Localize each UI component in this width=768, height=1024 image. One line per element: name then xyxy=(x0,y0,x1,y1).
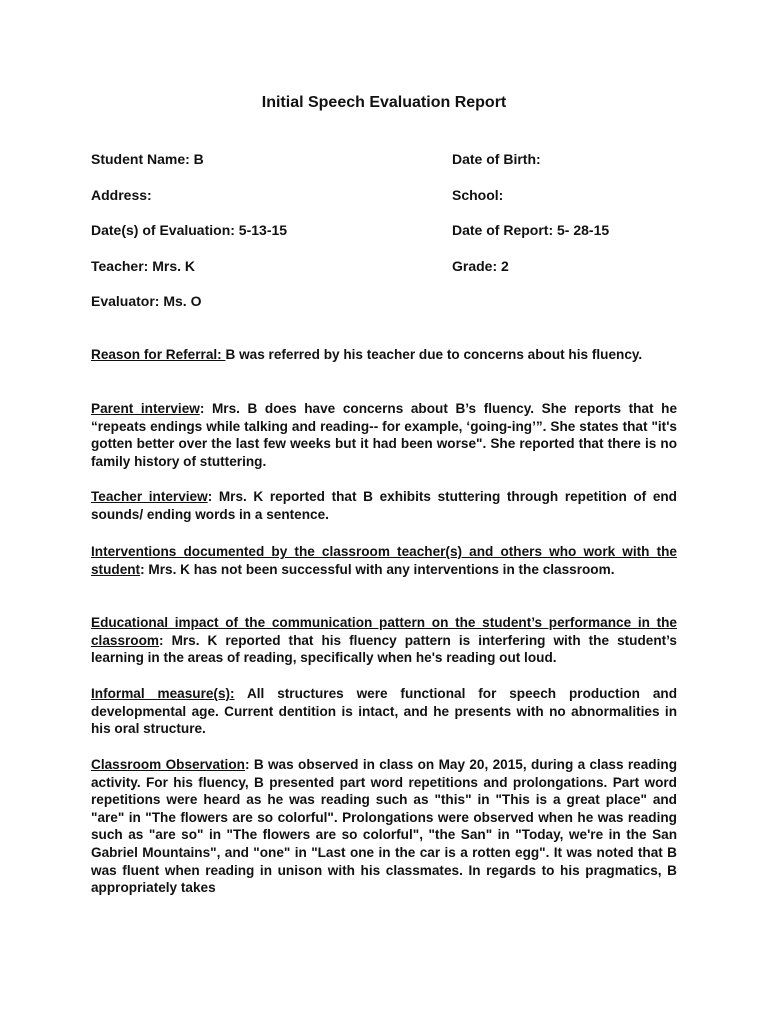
parent-interview-heading: Parent interview xyxy=(91,401,200,416)
teacher-interview-paragraph xyxy=(91,488,677,523)
reason-for-referral-text: B was referred by his teacher due to concerns about his fluency. xyxy=(225,347,643,362)
interventions-text: : Mrs. K has not been successful with any interventions in the classroom. xyxy=(140,561,615,577)
reason-for-referral-paragraph xyxy=(91,346,677,364)
grade-field: Grade: 2 xyxy=(452,258,509,274)
informal-measures-paragraph xyxy=(91,685,677,738)
address-field: Address: xyxy=(91,187,152,203)
page-title: Initial Speech Evaluation Report xyxy=(261,94,507,111)
parent-interview-paragraph xyxy=(91,400,677,470)
school-field: School: xyxy=(452,187,504,203)
evaluator-field: Evaluator: Ms. O xyxy=(91,293,202,309)
parent-interview-text: : Mrs. B does have concerns about B’s fluency. She reports that he “repeats endings while talking and reading-- for example, ‘going-ing’”. She states that "it's gotten better over the last few weeks but it had been worse". She reported that there is no family history of stuttering. xyxy=(91,401,678,469)
informal-measures-text: All structures were functional for speech production and developmental age. Current dentition is intact, and he presents with no abnormalities in his oral structure. xyxy=(91,686,677,737)
educational-impact-heading: Educational impact of the communication pattern on the student’s performance in the classroom xyxy=(91,615,677,648)
student-name-field: Student Name: B xyxy=(91,151,204,167)
classroom-observation-text: : B was observed in class on May 20, 2015, during a class reading activity. For his fluency, B presented part word repetitions and prolongations. Part word repetitions were heard as he was reading such as "this" in "This is a great place" and "are" in "The flowers are so colorful". Prolongations were observed when he was reading such as "are so" in "The flowers are so colorful", "the San" in "Today, we're in the San Gabriel Mountains", and "one" in "Last one in the car is a rotten egg". It was noted that B was fluent when reading in unison with his classmates. In regards to his pragmatics, B appropriately takes xyxy=(91,757,677,896)
dates-of-evaluation-field: Date(s) of Evaluation: 5-13-15 xyxy=(91,222,288,238)
classroom-observation-heading: Classroom Observation xyxy=(91,757,245,772)
interventions-heading: Interventions documented by the classroom teacher(s) and others who work with the student xyxy=(91,544,677,577)
educational-impact-text: : Mrs. K reported that his fluency pattern is interfering with the student’s learning in the areas of reading, specifically when he's reading out loud. xyxy=(91,632,677,666)
informal-measures-heading: Informal measure(s): xyxy=(91,686,235,701)
date-of-birth-field: Date of Birth: xyxy=(452,151,541,167)
educational-impact-paragraph xyxy=(91,614,677,667)
interventions-paragraph xyxy=(91,543,677,578)
classroom-observation-paragraph xyxy=(91,756,677,897)
teacher-interview-text: : Mrs. K reported that B exhibits stuttering through repetition of end sounds/ ending words in a sentence. xyxy=(91,489,677,522)
date-of-report-field: Date of Report: 5- 28-15 xyxy=(452,222,610,238)
teacher-field: Teacher: Mrs. K xyxy=(91,258,195,274)
teacher-interview-heading: Teacher interview xyxy=(91,489,208,504)
reason-for-referral-heading: Reason for Referral: xyxy=(91,347,226,362)
